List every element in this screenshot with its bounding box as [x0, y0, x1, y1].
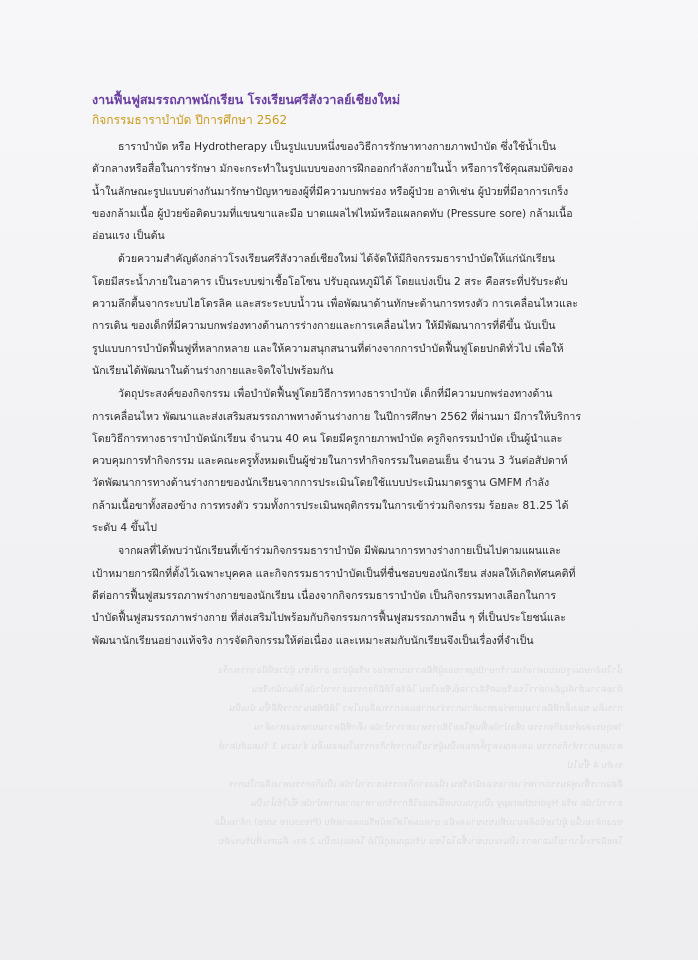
bleed-through-line: ควบคุมการทำกิจกรรม และคณะครูทั้งหมดเป็นผู้ช่วยในการทำกิจกรรมในตอนเย็น จำนวน 3 วันต่อสัปดาห์	[218, 742, 623, 752]
bleed-through-line: วัตถุประสงค์ของกิจกรรม เพื่อบำบัดฟื้นฟูโดยวิธีการทางธาราบำบัด เด็กที่มีความบกพร่องทางด้าน	[253, 723, 623, 733]
document-title: งานฟื้นฟูสมรรถภาพนักเรียน โรงเรียนศรีสังวาลย์เชียงใหม่	[92, 92, 401, 107]
bleed-through-line: โดยมีสระน้ำภายในอาคาร เป็นระบบฆ่าเชื้อโอโซน ปรับอุณหภูมิได้ โดยแบ่งเป็น 2 สระ คือสระที่ปรับระดับ	[218, 837, 623, 847]
paragraph-line: น้ำในลักษณะรูปแบบต่างกันมารักษาปัญหาของผู้ที่มีความบกพร่อง หรือผู้ป่วย อาทิเช่น ผู้ป่วยที่มีอาการเกร็ง	[92, 185, 569, 198]
paragraph-line: วัดพัฒนาการทางด้านร่างกายของนักเรียนจากการประเมินโดยใช้แบบประเมินมาตรฐาน GMFM กำลัง	[92, 477, 550, 490]
paragraph-line: ดีต่อการฟื้นฟูสมรรถภาพร่างกายของนักเรียน เนื่องจากกิจกรรมธาราบำบัด เป็นกิจกรรมทางเลือกในการ	[92, 589, 557, 602]
bleed-through-line: การเดิน ของเด็กที่มีความบกพร่องทางด้านการร่างกายและการเคลื่อนไหว ให้มีพัฒนาการที่ดีขึ้น นับเป็น	[229, 704, 623, 714]
paragraph-line: ของกล้ามเนื้อ ผู้ป่วยข้อติดบวมที่แขนขาและมือ บาดแผลไฟไหม้หรือแผลกดทับ (Pressure sore) กล้ามเนื้อ	[92, 207, 573, 220]
document-content	[92, 90, 618, 653]
paragraph	[92, 136, 618, 247]
paragraph-line: ด้วยความสำคัญดังกล่าวโรงเรียนศรีสังวาลย์เชียงใหม่ ได้จัดให้มีกิจกรรมธาราบำบัดให้แก่นักเรียน	[118, 253, 556, 266]
document-body	[92, 136, 618, 652]
paragraph-line: ระดับ 4 ขึ้นไป	[92, 522, 157, 535]
paragraph-line: ความลึกตื้นจากระบบไฮโดรลิค และสระระบบน้ำวน เพื่อพัฒนาด้านทักษะด้านการทรงตัว การเคลื่อนไหวและ	[92, 298, 578, 311]
paragraph-line: พัฒนานักเรียนอย่างแท้จริง การจัดกิจกรรมให้ต่อเนื่อง และเหมาะสมกับนักเรียนจึงเป็นเรื่องที่จำเป็น	[92, 634, 534, 647]
document-subtitle: กิจกรรมธาราบำบัด ปีการศึกษา 2562	[92, 113, 288, 127]
paragraph-line: วัตถุประสงค์ของกิจกรรม เพื่อบำบัดฟื้นฟูโดยวิธีการทางธาราบำบัด เด็กที่มีความบกพร่องทางด้าน	[118, 388, 553, 401]
paragraph-line: รูปแบบการบำบัดฟื้นฟูที่หลากหลาย และให้ความสนุกสนานที่ต่างจากการบำบัดฟื้นฟูโดยปกติทั่วไป เพื่อให้	[92, 342, 564, 355]
paragraph-line: เป้าหมายการฝึกที่ตั้งไว้เฉพาะบุคคล และกิจกรรมธาราบำบัดเป็นที่ชื่นชอบของนักเรียน ส่งผลให้เกิดทัศนคติที่	[92, 567, 576, 580]
bleed-through-line: ดีต่อการฟื้นฟูสมรรถภาพร่างกายของนักเรียน เนื่องจากกิจกรรมธาราบำบัด เป็นกิจกรรมทางเลือกในการ	[228, 780, 623, 790]
paragraph-line: จากผลที่ได้พบว่านักเรียนที่เข้าร่วมกิจกรรมธาราบำบัด มีพัฒนาการทางร่างกายเป็นไปตามแผนและ	[118, 545, 561, 558]
bleed-through-line: ด้วยความสำคัญดังกล่าวโรงเรียนศรีสังวาลย์เชียงใหม่ ได้จัดให้มีกิจกรรมธาราบำบัดให้แก่นักเรียน	[251, 685, 623, 695]
paragraph-line: โดยมีสระน้ำภายในอาคาร เป็นระบบฆ่าเชื้อโอโซน ปรับอุณหภูมิได้ โดยแบ่งเป็น 2 สระ คือสระที่ปรับระดับ	[92, 275, 568, 288]
paragraph-line: นักเรียนได้พัฒนาในด้านร่างกายและจิตใจไปพร้อมกัน	[92, 364, 334, 377]
paragraph-line: การเดิน ของเด็กที่มีความบกพร่องทางด้านการร่างกายและการเคลื่อนไหว ให้มีพัฒนาการที่ดีขึ้น นับเป็น	[92, 320, 556, 333]
bleed-through-line: ระดับ 4 ขึ้นไป	[567, 761, 623, 771]
paragraph-line: ควบคุมการทำกิจกรรม และคณะครูทั้งหมดเป็นผู้ช่วยในการทำกิจกรรมในตอนเย็น จำนวน 3 วันต่อสัปดาห์	[92, 455, 568, 468]
bleed-through-line: ของกล้ามเนื้อ ผู้ป่วยข้อติดบวมที่แขนขาและมือ บาดแผลไฟไหม้หรือแผลกดทับ (Pressure sore) กล้ามเนื้อ	[214, 818, 623, 828]
bleed-through-line: ธาราบำบัด หรือ Hydrotherapy เป็นรูปแบบหนึ่งของวิธีการรักษาทางกายภาพบำบัด ซึ่งใช้น้ำเป็น	[250, 799, 623, 809]
paragraph	[92, 248, 618, 382]
paragraph	[92, 383, 618, 539]
paragraph-line: ธาราบำบัด หรือ Hydrotherapy เป็นรูปแบบหนึ่งของวิธีการรักษาทางกายภาพบำบัด ซึ่งใช้น้ำเป็น	[118, 141, 556, 153]
paragraph-line: การเคลื่อนไหว พัฒนาและส่งเสริมสมรรถภาพทางด้านร่างกาย ในปีการศึกษา 2562 ที่ผ่านมา มีการให้บริการ	[92, 410, 582, 423]
paragraph-line: โดยวิธีการทางธาราบำบัดนักเรียน จำนวน 40 คน โดยมีครูกายภาพบำบัด ครูกิจกรรมบำบัด เป็นผู้นำและ	[92, 432, 563, 445]
bleed-through-line: น้ำในลักษณะรูปแบบต่างกันมารักษาปัญหาของผู้ที่มีความบกพร่อง หรือผู้ป่วย อาทิเช่น ผู้ป่วยที่มีอาการเกร็ง	[218, 666, 623, 676]
paragraph	[92, 540, 618, 651]
paragraph-line: บำบัดฟื้นฟูสมรรถภาพร่างกาย ที่ส่งเสริมไปพร้อมกับกิจกรรมการฟื้นฟูสมรรถภาพอื่น ๆ ที่เป็นประโยชน์และ	[92, 612, 566, 625]
paragraph-line: อ่อนแรง เป็นต้น	[92, 230, 165, 243]
bleed-through-text	[78, 662, 623, 852]
paragraph-line: กล้ามเนื้อขาทั้งสองข้าง การทรงตัว รวมทั้งการประเมินพฤติกรรมในการเข้าร่วมกิจกรรม ร้อยละ 81.25 ได้	[92, 499, 569, 512]
paragraph-line: ตัวกลางหรือสื่อในการรักษา มักจะกระทำในรูปแบบของการฝึกออกกำลังกายในน้ำ หรือการใช้คุณสมบัติของ	[92, 163, 574, 176]
